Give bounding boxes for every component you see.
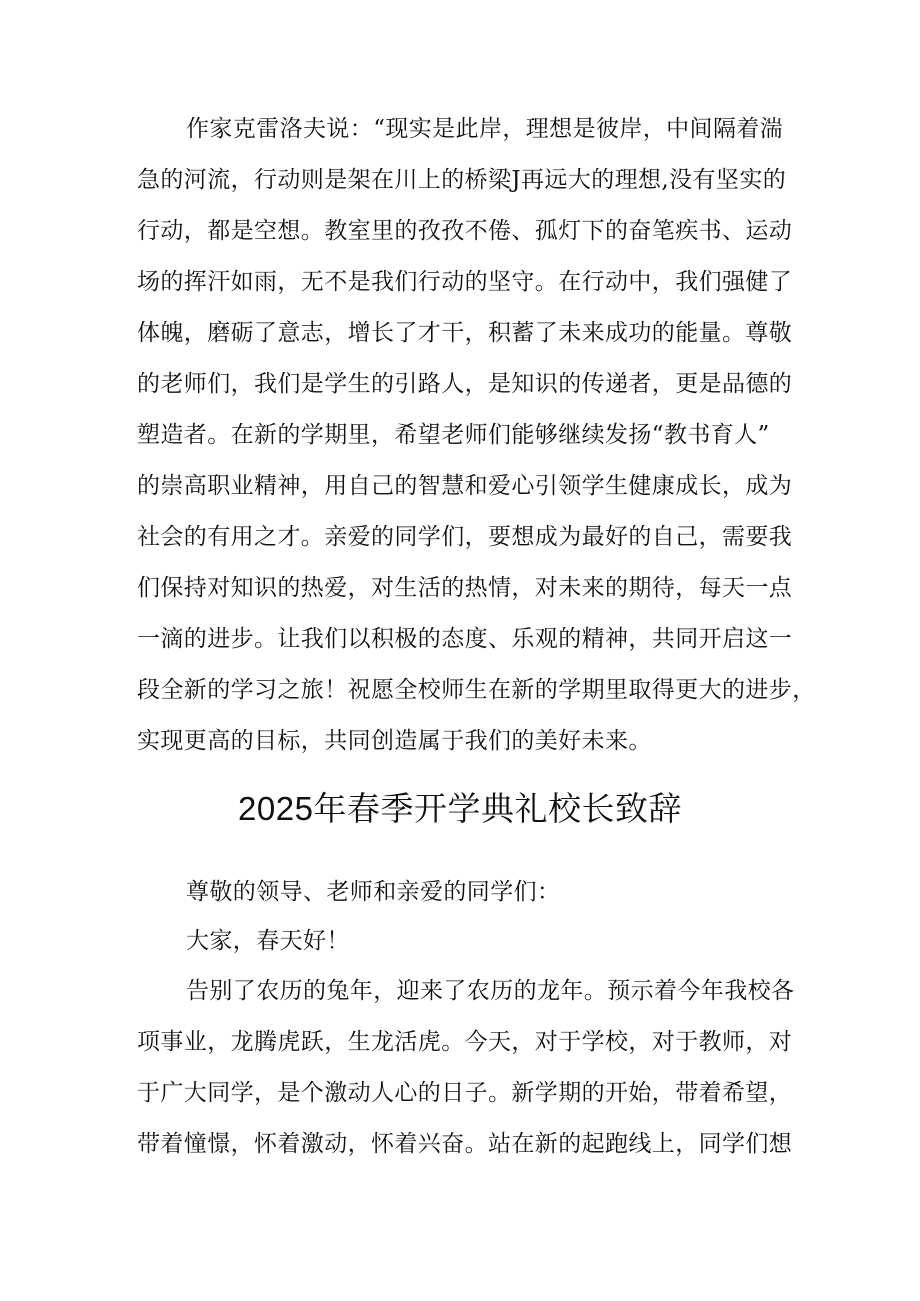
paragraph-1 <box>137 104 816 767</box>
greeting-text: 大家，春天好！ <box>186 928 350 954</box>
paragraph-line: 场的挥汗如雨，无不是我们行动的坚守。在行动中，我们强健了 <box>137 269 793 295</box>
paragraph-line: 体魄，磨砺了意志，增长了才干，积蓄了未来成功的能量。尊敬 <box>137 320 793 346</box>
paragraph-line: 社会的有用之才。亲爱的同学们，要想成为最好的自己，需要我 <box>137 524 793 550</box>
paragraph-line: 一滴的进步。让我们以积极的态度、乐观的精神，共同开启这一 <box>137 626 793 652</box>
paragraph-line: 的老师们，我们是学生的引路人，是知识的传递者，更是品德的 <box>137 371 793 397</box>
paragraph-line: 于广大同学，是个激动人心的日子。新学期的开始，带着希望， <box>137 1080 793 1106</box>
salutation-text: 尊敬的领导、老师和亲爱的同学们： <box>186 879 561 905</box>
paragraph-line: 的崇高职业精神，用自己的智慧和爱心引领学生健康成长，成为 <box>137 473 793 499</box>
paragraph-line: 告别了农历的兔年，迎来了农历的龙年。预示着今年我校各 <box>186 978 795 1004</box>
paragraph-line: 急的河流，行动则是架在川上的桥梁J再远大的理想,没有坚实的 <box>137 167 787 193</box>
paragraph-line: 带着憧憬，怀着激动，怀着兴奋。站在新的起跑线上，同学们想 <box>137 1131 793 1157</box>
paragraph-line: 实现更高的目标，共同创造属于我们的美好未来。 <box>137 728 652 754</box>
paragraph-line: 们保持对知识的热爱，对生活的热情，对未来的期待，每天一点 <box>137 575 793 601</box>
paragraph-line: 行动，都是空想。教室里的孜孜不倦、孤灯下的奋笔疾书、运动 <box>137 218 793 244</box>
salutation <box>137 867 797 918</box>
document-title: 2025年春季开学典礼校长致辞 <box>238 790 682 827</box>
paragraph-line: 作家克雷洛夫说：“现实是此岸，理想是彼岸，中间隔着湍 <box>186 116 784 142</box>
greeting <box>137 916 797 967</box>
paragraph-line: 项事业，龙腾虎跃，生龙活虎。今天，对于学校，对于教师，对 <box>137 1029 793 1055</box>
paragraph-line: 塑造者。在新的学期里，希望老师们能够继续发扬“教书育人” <box>137 422 770 448</box>
paragraph-2 <box>137 966 797 1170</box>
paragraph-line: 段全新的学习之旅！祝愿全校师生在新的学期里取得更大的进步， <box>137 677 816 703</box>
